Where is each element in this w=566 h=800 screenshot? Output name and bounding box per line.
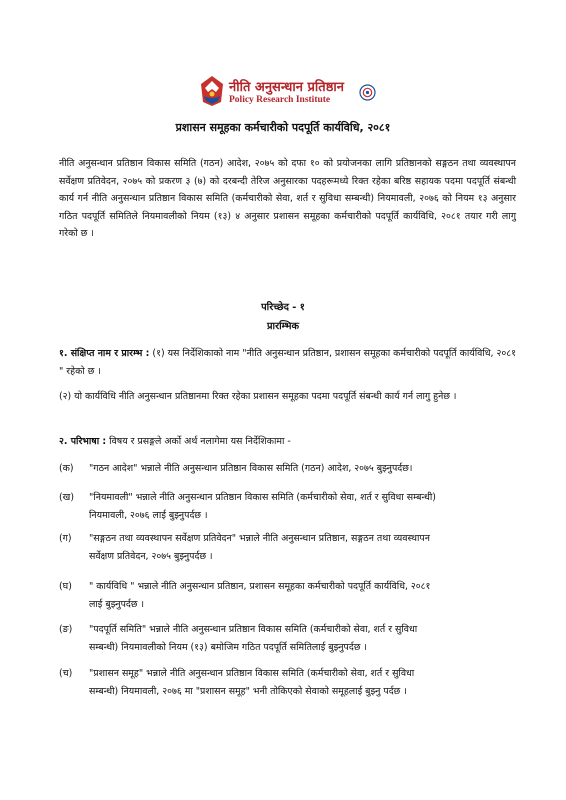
seal-icon [359, 84, 376, 101]
definition-text-continued: नियमावली, २०७६ लाई बुझ्नुपर्दछ । [89, 510, 208, 521]
logo-text-nepali: नीति अनुसन्धान प्रतिष्ठान [229, 80, 344, 95]
definition-item [59, 489, 514, 525]
logo-text-english: Policy Research Institute [229, 95, 331, 105]
definition-text: "गठन आदेश" भन्नाले नीति अनुसन्धान प्रतिष्ठान विकास समिति (गठन) आदेश, २०७५ बुझ्नुपर्दछ। [89, 463, 413, 474]
chapter-label: परिच्छेद - १ [261, 302, 305, 313]
definition-item [59, 530, 514, 566]
definition-key: (ङ) [59, 624, 73, 635]
institute-logo [197, 74, 377, 112]
section-2-heading: २. परिभाषा : [59, 436, 107, 447]
definition-text-continued: सम्बन्धी) नियमावली, २०७६ मा "प्रशासन समूह" भनी तोकिएको सेवाको समूहलाई बुझ्नु पर्दछ । [89, 686, 407, 697]
definition-item [59, 578, 514, 614]
definition-text: "प्रशासन समूह" भन्नाले नीति अनुसन्धान प्रतिष्ठान विकास समिति (कर्मचारीको सेवा, शर्त र सुविधा [89, 668, 415, 679]
nepal-emblem-icon [197, 74, 227, 108]
definition-text: "सङ्गठन तथा व्यवस्थापन सर्वेक्षण प्रतिवेदन" भन्नाले नीति अनुसन्धान प्रतिष्ठान, सङ्गठन तथा व्यवस्थापन [89, 533, 430, 544]
document-title: प्रशासन समूहका कर्मचारीको पदपूर्ति कार्यविधि, २०८१ [175, 121, 391, 134]
definition-key: (ख) [59, 492, 74, 503]
definition-key: (घ) [59, 581, 72, 592]
definition-text: " कार्यविधि " भन्नाले नीति अनुसन्धान प्रतिष्ठान, प्रशासन समूहका कर्मचारीको पदपूर्ति कार्यविधि, २०८१ [89, 581, 431, 592]
definition-key: (क) [59, 463, 74, 474]
definition-item [59, 460, 514, 478]
definition-text: "नियमावली" भन्नाले नीति अनुसन्धान प्रतिष्ठान विकास समिति (कर्मचारीको सेवा, शर्त र सुविधा सम्बन्धी) [89, 492, 436, 503]
definition-key: (ग) [59, 533, 72, 544]
section-1-heading: १. संक्षिप्त नाम र प्रारम्भ : [59, 348, 150, 359]
definition-item [59, 621, 514, 657]
section-1-text: (१) यस निर्देशिकाको नाम "नीति अनुसन्धान प्रतिष्ठान, प्रशासन समूहका कर्मचारीको पदपूर्ति कार्यविधि, २०८१ " रहेको छ । [59, 348, 517, 377]
section-1-subclause-2: (२) यो कार्यविधि नीति अनुसन्धान प्रतिष्ठानमा रिक्त रहेका प्रशासन समूहका पदमा पदपूर्ति संबन्धी कार्य गर्न लागु हुनेछ । [59, 391, 457, 402]
section-2-text: विषय र प्रसङ्गले अर्को अर्थ नलागेमा यस निर्देशिकामा - [109, 436, 291, 447]
definition-text: "पदपूर्ति समिति" भन्नाले नीति अनुसन्धान प्रतिष्ठान विकास समिति (कर्मचारीको सेवा, शर्त र सुविधा [89, 624, 418, 635]
chapter-title: प्रारम्भिक [266, 321, 299, 332]
definition-text-continued: सम्बन्धी) नियमावलीको नियम (१३) बमोजिम गठित पदपूर्ति समितिलाई बुझ्नुपर्दछ । [89, 642, 367, 653]
definition-key: (च) [59, 668, 73, 679]
definition-text-continued: लाई बुझ्नुपर्दछ । [89, 599, 144, 610]
intro-paragraph: नीति अनुसन्धान प्रतिष्ठान विकास समिति (गठन) आदेश, २०७५ को दफा १० को प्रयोजनका लागि प्रतिष्ठानको सङ्गठन तथा व्यवस्थापन सर्वेक्षण प्रतिवेदन, २०७५ को प्रकरण ३ (७) को दरबन्दी तेरिज अनुसारका पदहरूमध्ये रिक्त रहेका बरिष्ठ सहायक पदमा पदपूर्ति संबन्धी कार्य गर्न नीति अनुसन्धान प्रतिष्ठान विकास समिति (कर्मचारीको सेवा, शर्त र सुविधा सम्बन्धी) नियमावली, २०७६ को नियम १३ अनुसार गठित पदपूर्ति समितिले नियमावलीको नियम (१३) ४ अनुसार प्रशासन समूहका कर्मचारीको पदपूर्ति कार्यविधि, २०८१ तयार गरी लागु गरेको छ । [59, 158, 516, 240]
definition-text-continued: सर्वेक्षण प्रतिवेदन, २०७५ बुझ्नुपर्दछ । [89, 551, 213, 562]
definition-item [59, 665, 514, 701]
section-1-paragraph [59, 345, 516, 380]
section-2-paragraph [59, 433, 516, 451]
